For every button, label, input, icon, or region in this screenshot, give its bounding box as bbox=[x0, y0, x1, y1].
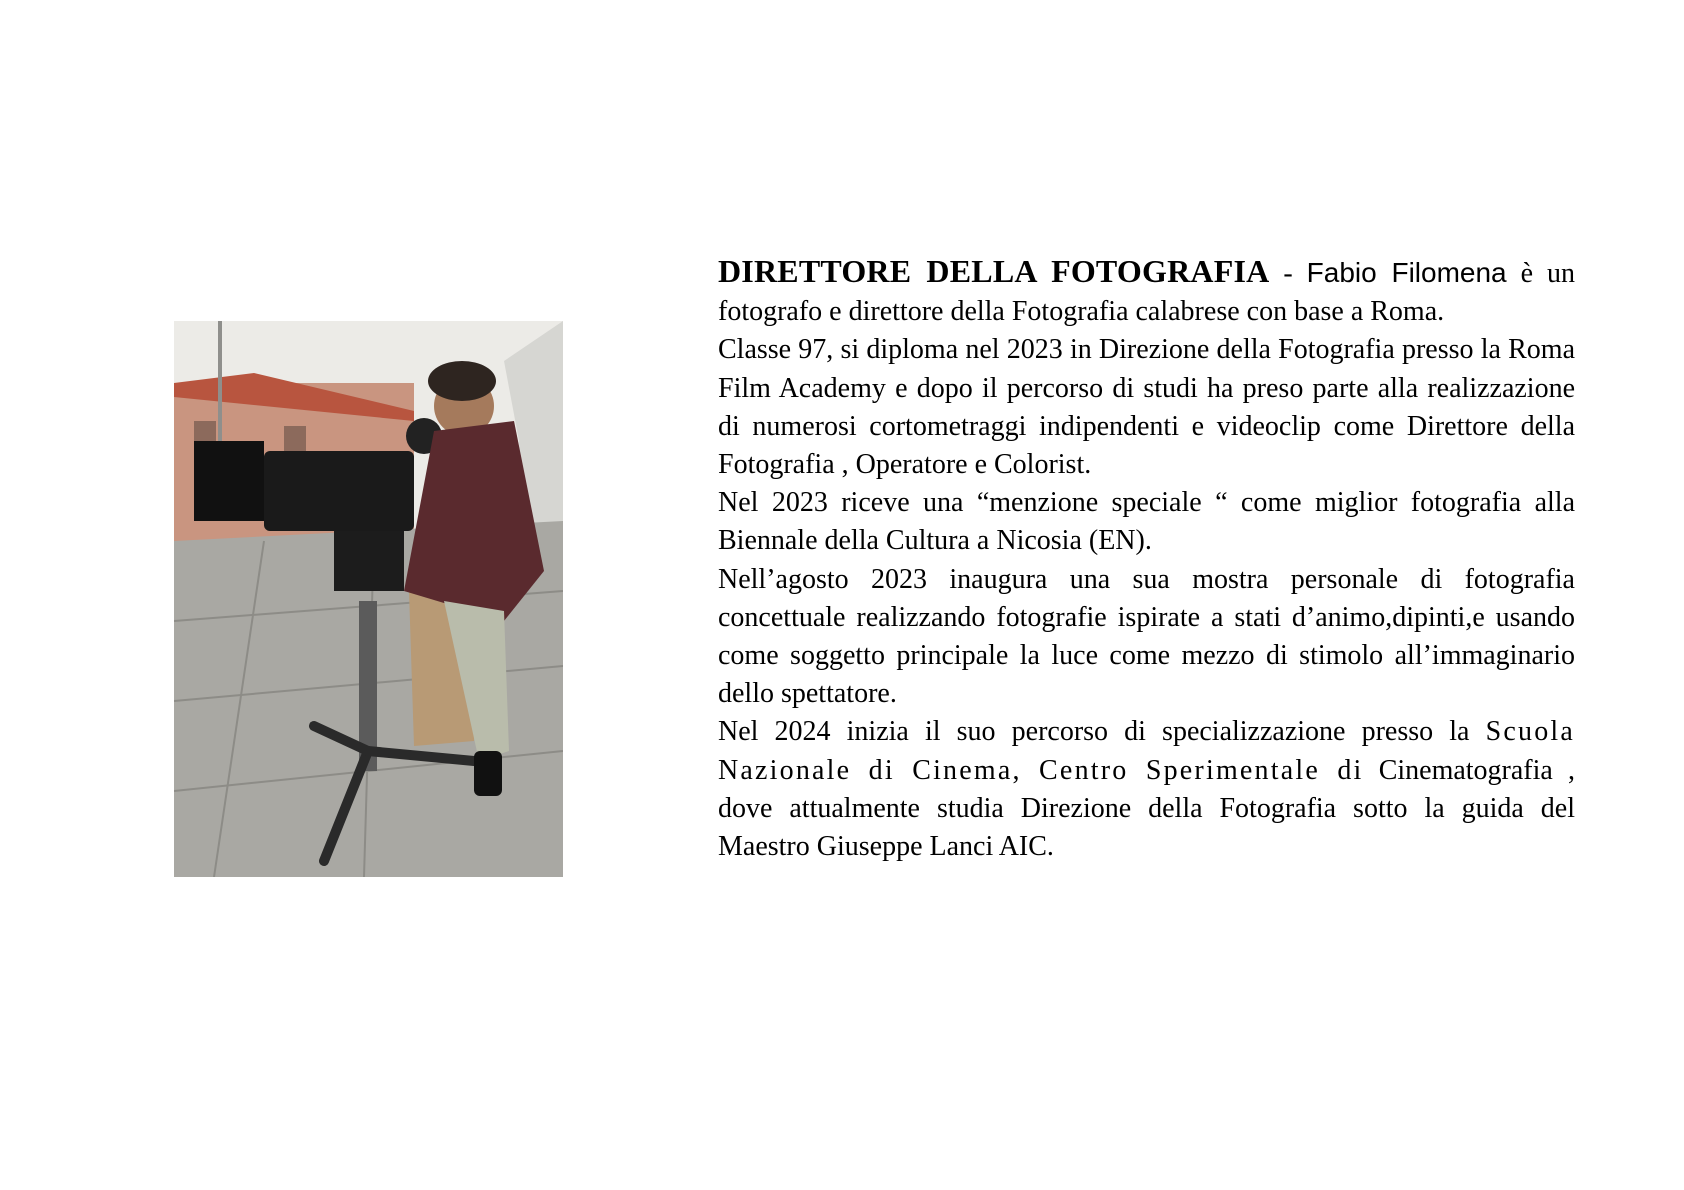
bio-text bbox=[718, 252, 1575, 866]
paragraph-specialization bbox=[718, 713, 1575, 866]
paragraph-education: Classe 97, si diploma nel 2023 in Direzione della Fotografia presso la Roma Film Academy e dopo il percorso di studi ha preso parte alla realizzazione di numerosi cortometraggi indipendenti e videoclip come Direttore della Fotografia , Operatore e Colorist. bbox=[718, 334, 1575, 481]
photo-illustration bbox=[174, 321, 563, 877]
portrait-photo bbox=[174, 321, 563, 877]
school-name: Scuola Nazionale di Cinema, Centro Sperimentale di bbox=[718, 716, 1576, 786]
specialization-start: Nel 2024 inizia il suo percorso di specializzazione presso la bbox=[718, 716, 1470, 748]
paragraph-exhibition: Nell’agosto 2023 inaugura una sua mostra personale di fotografia concettuale realizzando fotografie ispirate a stati d’animo,dipinti,e usando come soggetto principale la luce come mezzo di stimolo all’immaginario dello spettatore. bbox=[718, 563, 1575, 710]
paragraph-award: Nel 2023 riceve una “menzione speciale “ come miglior fotografia alla Biennale della Cultura a Nicosia (EN). bbox=[718, 487, 1575, 557]
intro-text: è un fotografo e direttore della Fotografia calabrese con base a Roma. bbox=[718, 258, 1575, 328]
specialization-end: Cinematografia , dove attualmente studia Direzione della Fotografia sotto la guida del Maestro Giuseppe Lanci AIC. bbox=[718, 754, 1576, 863]
title-line bbox=[718, 252, 1575, 331]
person-name: Fabio Filomena bbox=[1306, 257, 1507, 288]
role-title: DIRETTORE DELLA FOTOGRAFIA bbox=[718, 253, 1270, 289]
title-separator: - bbox=[1269, 258, 1307, 289]
